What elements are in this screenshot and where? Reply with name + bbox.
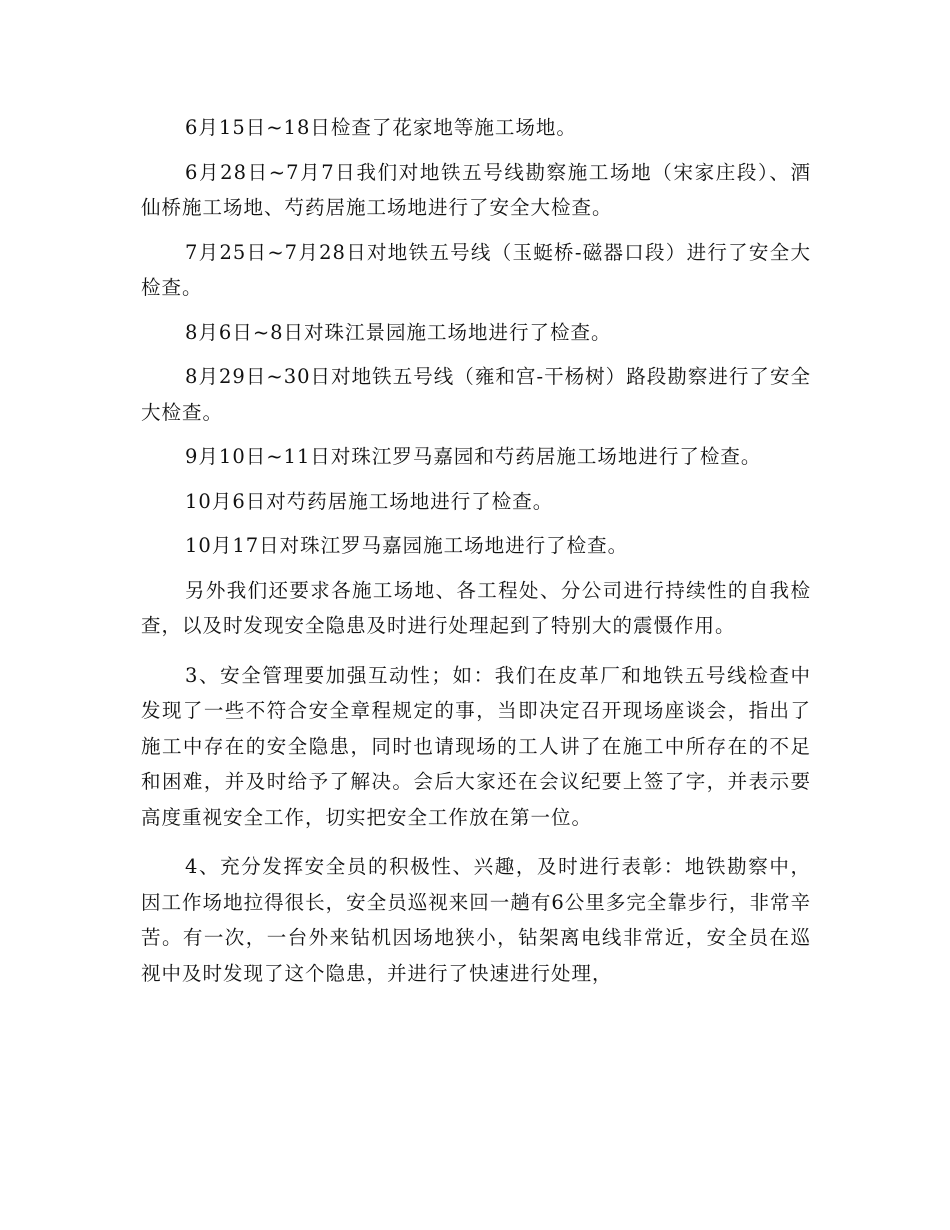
paragraph-self-inspection: 另外我们还要求各施工场地、各工程处、分公司进行持续性的自我检查，以及时发现安全隐患及时进行处理起到了特别大的震慑作用。 <box>141 578 811 637</box>
paragraph-inspection-aug-6: 8月6日~8日对珠江景园施工场地进行了检查。 <box>185 320 612 344</box>
paragraph-inspection-oct-6: 10月6日对芍药居施工场地进行了检查。 <box>185 489 554 513</box>
paragraph-inspection-sep-10: 9月10日~11日对珠江罗马嘉园和芍药居施工场地进行了检查。 <box>185 445 762 468</box>
paragraph-inspection-oct-17: 10月17日对珠江罗马嘉园施工场地进行了检查。 <box>185 534 629 557</box>
paragraph-section-4: 4、充分发挥安全员的积极性、兴趣，及时进行表彰：地铁勘察中，因工作场地拉得很长，安全员巡视来回一趟有6公里多完全靠步行，非常辛苦。有一次，一台外来钻机因场地狭小，钻架离电线非常近，安全员在巡视中及时发现了这个隐患，并进行了快速进行处理， <box>141 855 811 985</box>
paragraph-inspection-aug-29: 8月29日~30日对地铁五号线（雍和宫-干杨树）路段勘察进行了安全大检查。 <box>141 365 811 424</box>
paragraph-inspection-jun-15: 6月15日~18日检查了花家地等施工场地。 <box>185 116 577 139</box>
document-body <box>141 110 811 991</box>
paragraph-inspection-jun-28: 6月28日~7月7日我们对地铁五号线勘察施工场地（宋家庄段）、酒仙桥施工场地、芍药居施工场地进行了安全大检查。 <box>141 160 811 219</box>
paragraph-section-3: 3、安全管理要加强互动性；如：我们在皮革厂和地铁五号线检查中发现了一些不符合安全章程规定的事，当即决定召开现场座谈会，指出了施工中存在的安全隐患，同时也请现场的工人讲了在施工中所存在的不足和困难，并及时给予了解决。会后大家还在会议纪要上签了字，并表示要高度重视安全工作，切实把安全工作放在第一位。 <box>141 663 811 829</box>
paragraph-inspection-jul-25: 7月25日~7月28日对地铁五号线（玉蜓桥-磁器口段）进行了安全大检查。 <box>141 240 811 299</box>
